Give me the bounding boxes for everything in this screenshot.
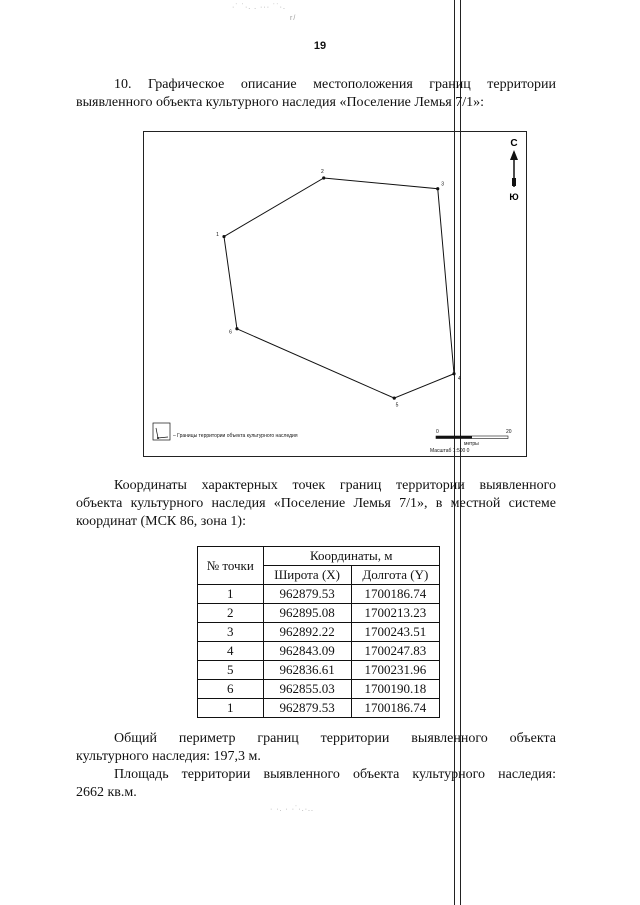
table-row — [198, 642, 440, 661]
perimeter-line-2: культурного наследия: 197,3 м. — [76, 749, 261, 764]
cell-y: 1700243.51 — [351, 623, 439, 642]
cell-point: 2 — [198, 604, 264, 623]
coords-intro-line-2: объекта культурного наследия «Поселение Лемья 7/1», в местной системе — [76, 496, 556, 511]
coords-intro-line-3: координат (МСК 86, зона 1): — [76, 514, 246, 529]
scale-bar — [430, 429, 512, 454]
coords-intro — [76, 477, 556, 531]
table-row — [198, 604, 440, 623]
table-row — [198, 680, 440, 699]
cell-point: 6 — [198, 680, 264, 699]
cell-y: 1700190.18 — [351, 680, 439, 699]
boundary-point — [322, 176, 325, 179]
north-arrow-icon — [509, 138, 518, 202]
boundary-point-label: 2 — [320, 169, 324, 176]
heading-line-2: выявленного объекта культурного наследия «Поселение Лемья 7/1»: — [76, 95, 484, 110]
table-header-row — [198, 547, 440, 566]
table-row — [198, 699, 440, 718]
scale-units-label: метры — [464, 441, 479, 447]
cell-y: 1700186.74 — [351, 585, 439, 604]
table-row — [198, 585, 440, 604]
page-number: 19 — [313, 40, 327, 52]
map-legend — [153, 423, 298, 440]
boundary-point-label: 5 — [395, 402, 399, 409]
boundary-point — [452, 372, 455, 375]
south-label: Ю — [509, 192, 519, 202]
legend-text: – Границы территории объекта культурного наследия — [173, 433, 298, 439]
table-row — [198, 623, 440, 642]
cell-point: 1 — [198, 699, 264, 718]
north-label: С — [510, 138, 518, 149]
header-point-number: № точки — [198, 547, 264, 585]
heading-line-1: 10. Графическое описание местоположения границ территории — [114, 77, 556, 92]
scan-noise-top: ·˙ ˙·. . ··· ˙˙·. — [232, 4, 286, 11]
cell-y: 1700186.74 — [351, 699, 439, 718]
cell-y: 1700213.23 — [351, 604, 439, 623]
perimeter-text — [76, 730, 556, 766]
cell-y: 1700247.83 — [351, 642, 439, 661]
cell-x: 962895.08 — [263, 604, 351, 623]
section-heading — [76, 76, 556, 112]
scale-ratio-label: Масштаб 1:500 0 — [430, 448, 470, 454]
cell-point: 1 — [198, 585, 264, 604]
table-row — [198, 661, 440, 680]
cell-point: 5 — [198, 661, 264, 680]
coordinates-table — [197, 546, 440, 718]
cell-x: 962879.53 — [263, 585, 351, 604]
boundary-map — [143, 131, 527, 457]
scan-noise-bottom: · ·. · ·˙·.·.. — [270, 806, 314, 813]
boundary-map-svg — [144, 132, 528, 458]
scale-zero-label: 0 — [436, 429, 439, 435]
boundary-polygon — [224, 178, 454, 398]
boundary-point — [393, 397, 396, 400]
area-text — [76, 766, 556, 802]
area-line-1: Площадь территории выявленного объекта культурного наследия: — [114, 767, 556, 782]
boundary-point — [235, 327, 238, 330]
coords-intro-line-1: Координаты характерных точек границ территории выявленного — [114, 478, 556, 493]
boundary-point-label: 6 — [229, 329, 232, 336]
header-coordinates: Координаты, м — [263, 547, 439, 566]
cell-y: 1700231.96 — [351, 661, 439, 680]
cell-point: 4 — [198, 642, 264, 661]
scan-noise-mark: r/ — [290, 15, 297, 22]
boundary-point-label: 3 — [441, 181, 445, 188]
header-longitude: Долгота (Y) — [351, 566, 439, 585]
boundary-point — [222, 235, 225, 238]
cell-point: 3 — [198, 623, 264, 642]
cell-x: 962892.22 — [263, 623, 351, 642]
cell-x: 962879.53 — [263, 699, 351, 718]
area-line-2: 2662 кв.м. — [76, 785, 137, 800]
cell-x: 962836.61 — [263, 661, 351, 680]
scale-max-label: 20 — [506, 429, 512, 435]
cell-x: 962855.03 — [263, 680, 351, 699]
perimeter-line-1: Общий периметр границ территории выявленного объекта — [114, 731, 556, 746]
boundary-point-label: 1 — [216, 231, 219, 238]
boundary-points — [216, 169, 461, 408]
boundary-point — [436, 187, 439, 190]
header-latitude: Широта (X) — [263, 566, 351, 585]
cell-x: 962843.09 — [263, 642, 351, 661]
boundary-point-label: 4 — [458, 376, 461, 383]
